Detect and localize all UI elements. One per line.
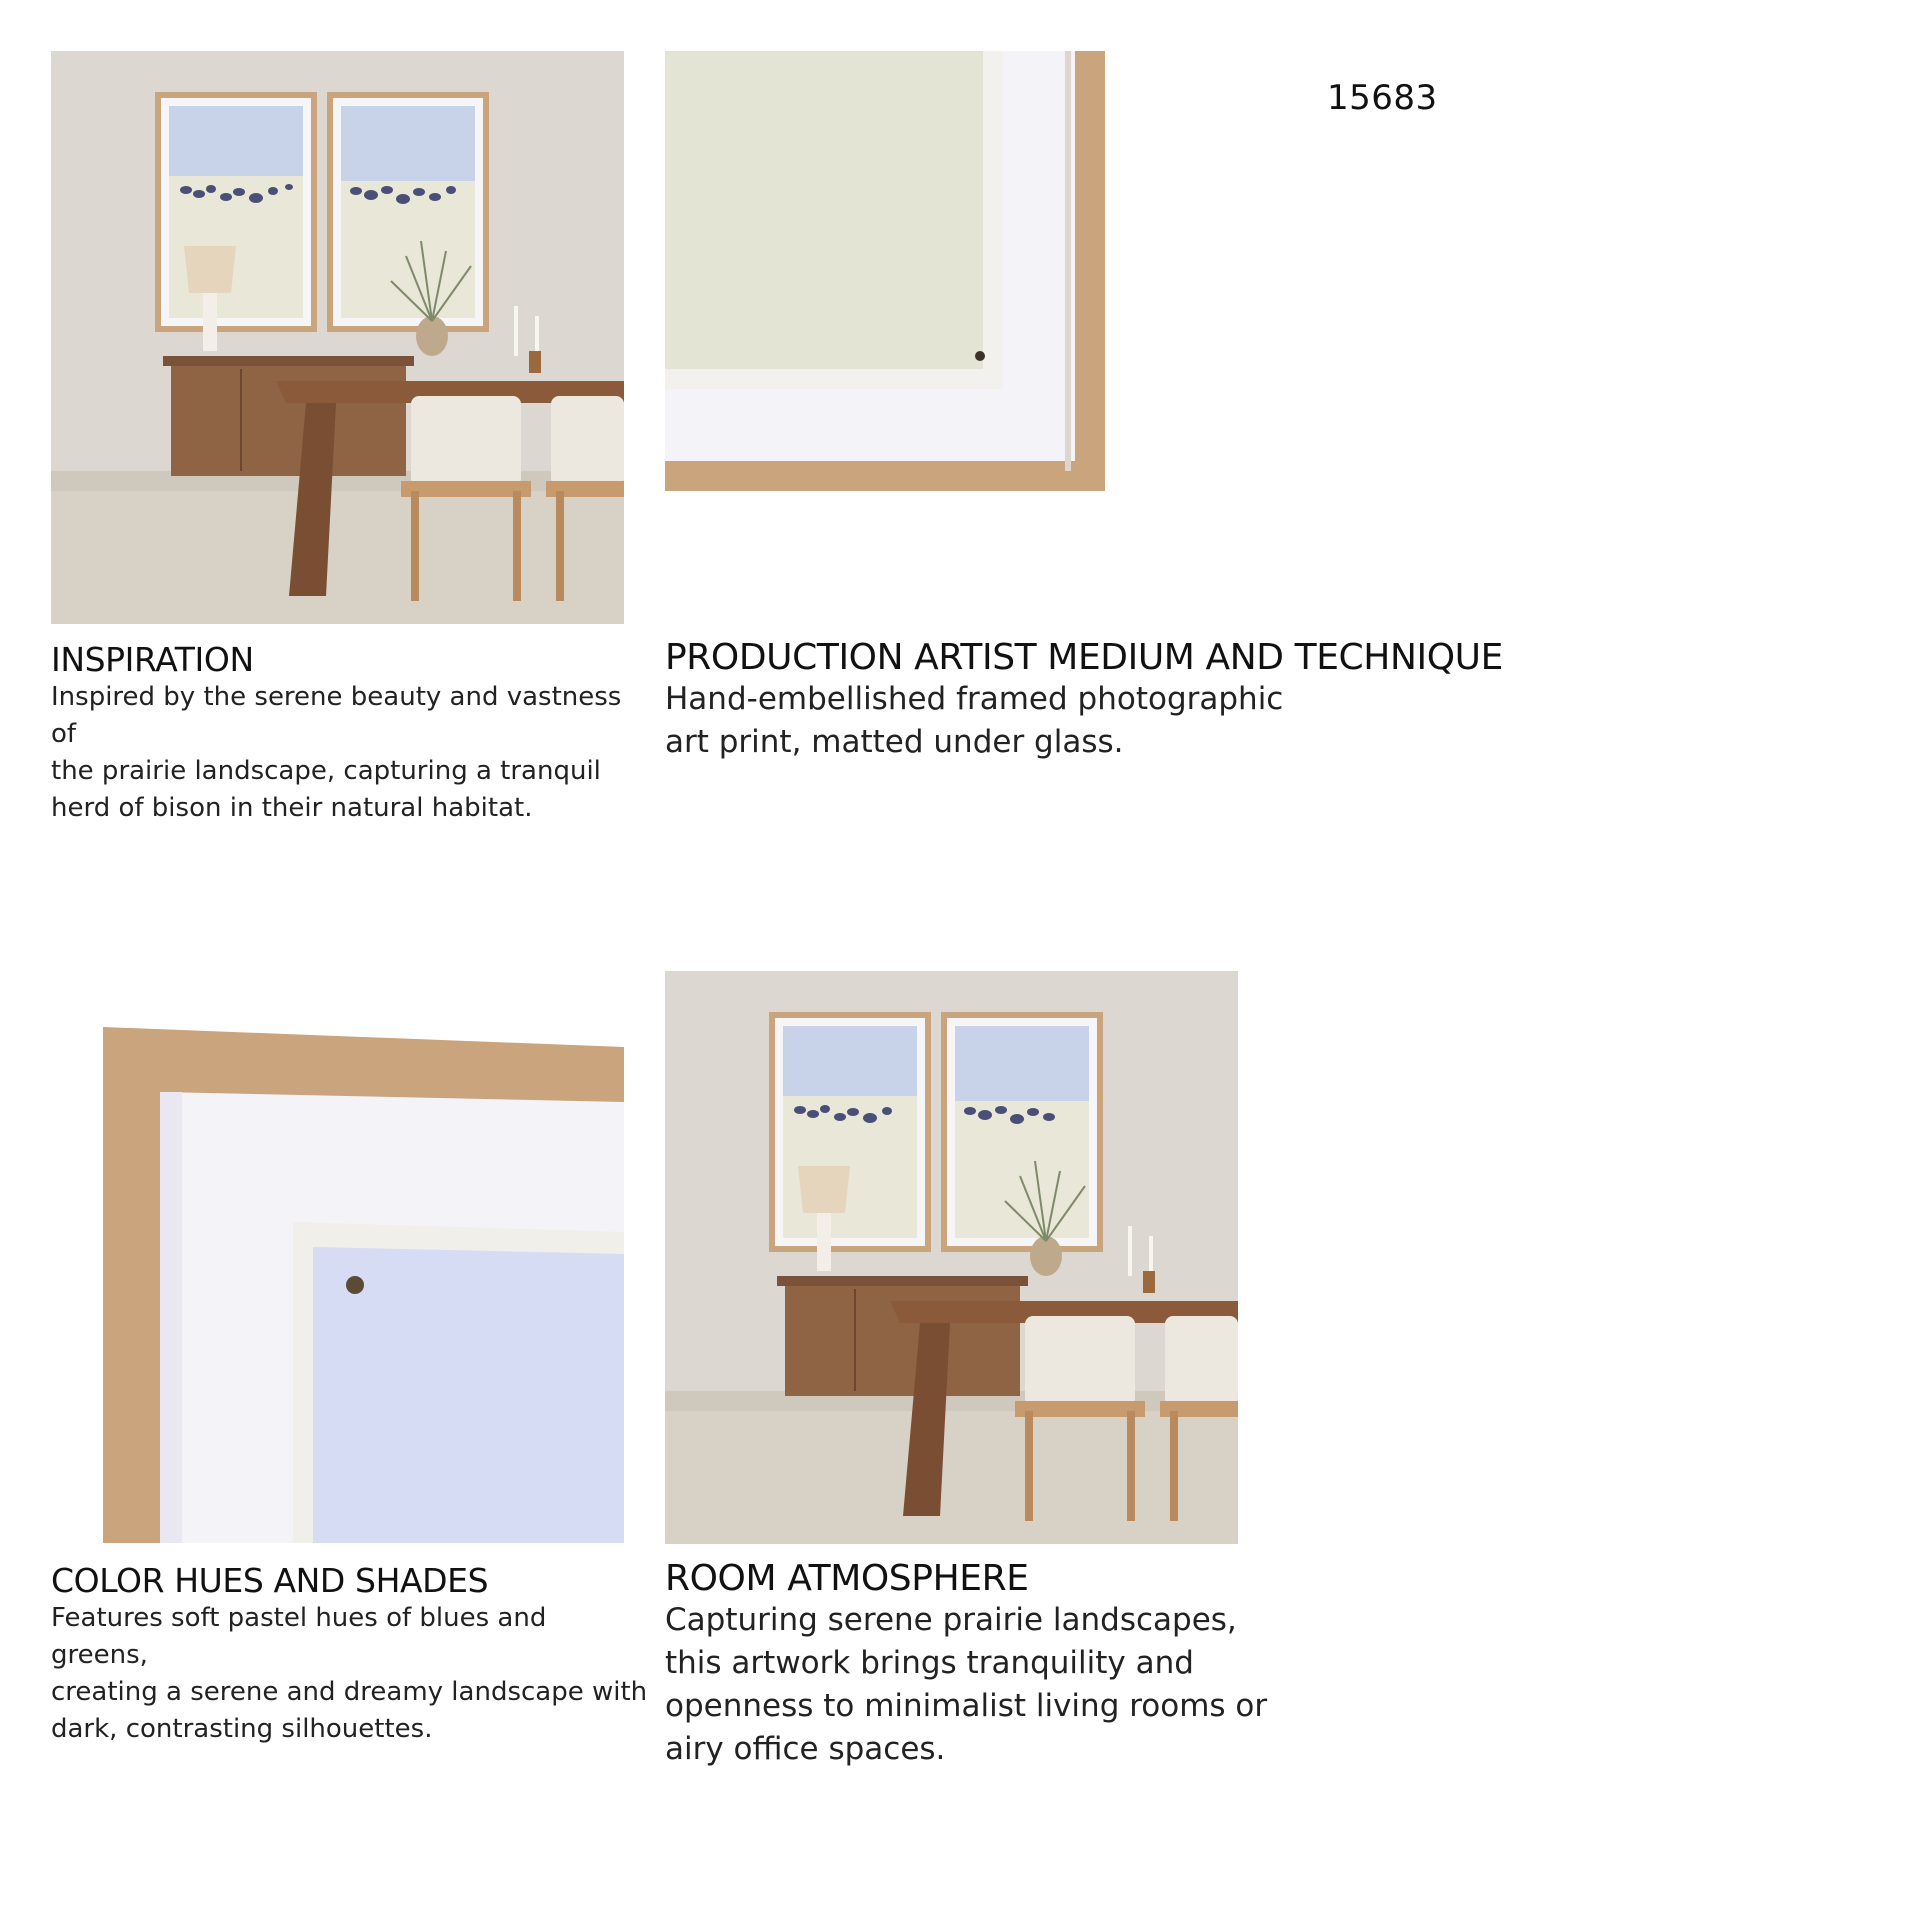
production-line-2: art print, matted under glass.	[665, 724, 1124, 760]
color-line-2: creating a serene and dreamy landscape with	[51, 1677, 648, 1707]
color-detail-image	[103, 1022, 624, 1543]
color-line-3: dark, contrasting silhouettes.	[51, 1714, 433, 1744]
room-line-4: airy office spaces.	[665, 1731, 946, 1767]
inspiration-section	[51, 640, 651, 827]
inspiration-line-2: the prairie landscape, capturing a tranquil	[51, 756, 601, 786]
inspiration-line-1: Inspired by the serene beauty and vastness of	[51, 682, 622, 749]
room-line-1: Capturing serene prairie landscapes,	[665, 1602, 1237, 1638]
inspiration-line-3: herd of bison in their natural habitat.	[51, 793, 533, 823]
frame-corner-detail-image	[665, 51, 1105, 491]
room-section	[665, 1558, 1365, 1771]
room-atmosphere-image	[665, 971, 1238, 1544]
room-line-2: this artwork brings tranquility and	[665, 1645, 1194, 1681]
production-heading: PRODUCTION ARTIST MEDIUM AND TECHNIQUE	[665, 637, 1503, 678]
production-section	[665, 637, 1565, 764]
color-section	[51, 1561, 651, 1748]
sku-number: 15683	[1327, 78, 1438, 118]
room-scene-image	[51, 51, 624, 624]
production-line-1: Hand-embellished framed photographic	[665, 681, 1284, 717]
room-line-3: openness to minimalist living rooms or	[665, 1688, 1268, 1724]
room-heading: ROOM ATMOSPHERE	[665, 1558, 1029, 1599]
color-line-1: Features soft pastel hues of blues and greens,	[51, 1603, 547, 1670]
color-heading: COLOR HUES AND SHADES	[51, 1561, 489, 1600]
inspiration-heading: INSPIRATION	[51, 640, 254, 679]
